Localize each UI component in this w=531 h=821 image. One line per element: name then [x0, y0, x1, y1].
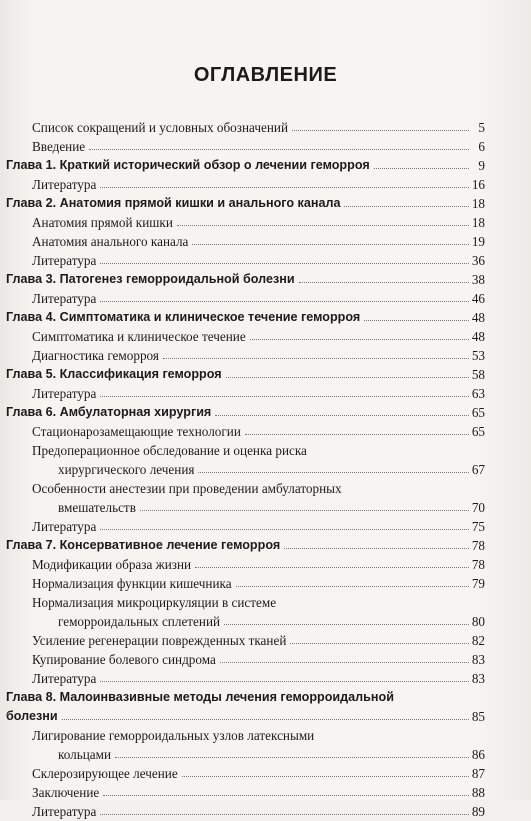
dot-leader [215, 414, 469, 416]
dot-leader [292, 129, 469, 131]
toc-entry-title: Литература [32, 519, 97, 534]
toc-entry [0, 327, 531, 346]
toc-entry-title: Глава 4. Симптоматика и клиническое течение геморроя [6, 310, 361, 324]
toc-chapter-entry [0, 688, 531, 726]
toc-entry-title: Лигирование геморроидальных узлов латексными [32, 728, 315, 743]
toc-chapter-entry [0, 156, 531, 175]
toc-page-number: 65 [471, 424, 485, 439]
toc-page-number: 85 [471, 709, 485, 724]
dot-leader [100, 395, 469, 397]
dot-leader [89, 148, 469, 150]
toc-page-number: 38 [471, 272, 485, 287]
dot-leader [245, 433, 469, 435]
toc-page-number: 36 [471, 253, 485, 268]
toc-page-number: 88 [471, 785, 485, 800]
toc-entry-title: Литература [32, 291, 97, 306]
toc-chapter-entry [0, 536, 531, 555]
toc-page-number: 83 [471, 671, 485, 686]
toc-entry-title: Литература [32, 253, 97, 268]
dot-leader [140, 509, 469, 511]
toc-entry [0, 232, 531, 251]
toc-entry-title: Предоперационное обследование и оценка риска [32, 443, 307, 458]
toc-page-number: 6 [478, 139, 485, 154]
toc-entry [0, 783, 531, 802]
dot-leader [62, 718, 469, 720]
toc-page-number: 48 [471, 329, 485, 344]
toc-entry [0, 802, 531, 821]
toc-entry-title: Склерозирующее лечение [32, 766, 178, 781]
toc-entry [0, 175, 531, 194]
dot-leader [100, 680, 469, 682]
toc-entry-title: Анатомия анального канала [32, 234, 189, 249]
toc-page-number: 79 [471, 576, 485, 591]
toc-entry-title: Купирование болевого синдрома [32, 652, 216, 667]
toc-entry [0, 137, 531, 156]
toc-entry-title: Стационарозамещающие технологии [32, 424, 241, 439]
dot-leader [236, 585, 469, 587]
toc-entry-title-continued: хирургического лечения [58, 462, 195, 477]
toc-page-number: 19 [471, 234, 485, 249]
toc-entry-title-continued: вмешательств [58, 500, 136, 515]
toc-entry-title: Глава 3. Патогенез геморроидальной болезни [6, 272, 295, 286]
toc-entry [0, 593, 531, 631]
dot-leader [364, 319, 469, 321]
toc-entry-title: Литература [32, 386, 97, 401]
toc-entry-title: Модификации образа жизни [32, 557, 192, 572]
dot-leader [195, 566, 469, 568]
toc-page-number: 53 [471, 348, 485, 363]
toc-entry [0, 422, 531, 441]
dot-leader [100, 813, 469, 815]
toc-entry-title: Заключение [32, 785, 100, 800]
dot-leader [100, 186, 469, 188]
dot-leader [344, 205, 469, 207]
toc-page-number: 78 [471, 538, 485, 553]
toc-entry [0, 764, 531, 783]
dot-leader [250, 338, 469, 340]
toc-page-number: 5 [478, 120, 485, 135]
dot-leader [299, 281, 469, 283]
dot-leader [284, 547, 469, 549]
toc-chapter-entry [0, 365, 531, 384]
toc-page-number: 16 [471, 177, 485, 192]
toc-entry-title: Введение [32, 139, 86, 154]
toc-entry [0, 669, 531, 688]
dot-leader [226, 376, 469, 378]
toc-page-number: 18 [471, 215, 485, 230]
toc-entry-title: Глава 6. Амбулаторная хирургия [6, 405, 212, 419]
toc-entry-title: Нормализация функции кишечника [32, 576, 232, 591]
toc-page-number: 9 [478, 158, 485, 173]
dot-leader [224, 623, 469, 625]
dot-leader [220, 661, 469, 663]
toc-entry-title-continued: кольцами [58, 747, 112, 762]
page-title: ОГЛАВЛЕНИЕ [193, 64, 338, 86]
toc-chapter-entry [0, 308, 531, 327]
dot-leader [115, 756, 469, 758]
toc-entry-title: Нормализация микроциркуляции в системе [32, 595, 277, 610]
toc-entry [0, 441, 531, 479]
table-of-contents [0, 118, 531, 821]
toc-page-number: 89 [471, 804, 485, 819]
toc-entry-title: Особенности анестезии при проведении амбулаторных [32, 481, 342, 496]
toc-entry [0, 346, 531, 365]
toc-entry [0, 574, 531, 593]
toc-entry-title: Глава 1. Краткий исторический обзор о лечении геморроя [6, 158, 370, 172]
dot-leader [192, 243, 469, 245]
toc-entry [0, 631, 531, 650]
toc-page-number: 80 [471, 614, 485, 629]
toc-entry [0, 384, 531, 403]
toc-page-number: 18 [471, 196, 485, 211]
toc-entry-title: Анатомия прямой кишки [32, 215, 173, 230]
toc-page-number: 70 [471, 500, 485, 515]
dot-leader [177, 224, 469, 226]
toc-page-number: 46 [471, 291, 485, 306]
toc-entry-title: Литература [32, 671, 97, 686]
dot-leader [198, 471, 469, 473]
dot-leader [290, 642, 469, 644]
toc-entry [0, 213, 531, 232]
toc-page-number: 58 [471, 367, 485, 382]
dot-leader [182, 775, 469, 777]
toc-entry [0, 517, 531, 536]
toc-page-number: 83 [471, 652, 485, 667]
dot-leader [103, 794, 469, 796]
dot-leader [100, 528, 469, 530]
toc-entry-title: Глава 7. Консервативное лечение геморроя [6, 538, 281, 552]
toc-entry [0, 650, 531, 669]
toc-entry [0, 479, 531, 517]
toc-entry-title-continued: болезни [6, 709, 58, 723]
dot-leader [163, 357, 469, 359]
toc-entry-title: Глава 2. Анатомия прямой кишки и анального канала [6, 196, 341, 210]
toc-page-number: 65 [471, 405, 485, 420]
toc-page-number: 48 [471, 310, 485, 325]
toc-entry [0, 726, 531, 764]
toc-entry-title: Диагностика геморроя [32, 348, 159, 363]
toc-entry [0, 289, 531, 308]
toc-page-number: 75 [471, 519, 485, 534]
toc-entry-title: Усиление регенерации поврежденных тканей [32, 633, 287, 648]
toc-page-number: 86 [471, 747, 485, 762]
toc-entry-title: Глава 8. Малоинвазивные методы лечения геморроидальной [6, 690, 394, 704]
toc-entry-title: Глава 5. Классификация геморроя [6, 367, 222, 381]
toc-page-number: 87 [471, 766, 485, 781]
toc-entry-title: Список сокращений и условных обозначений [32, 120, 288, 135]
toc-page-number: 78 [471, 557, 485, 572]
toc-page-number: 63 [471, 386, 485, 401]
dot-leader [100, 262, 469, 264]
dot-leader [100, 300, 469, 302]
toc-entry [0, 251, 531, 270]
toc-entry-title-continued: геморроидальных сплетений [58, 614, 221, 629]
toc-entry-title: Симптоматика и клиническое течение [32, 329, 246, 344]
toc-chapter-entry [0, 270, 531, 289]
toc-page-number: 67 [471, 462, 485, 477]
toc-chapter-entry [0, 403, 531, 422]
toc-entry [0, 118, 531, 137]
toc-entry-title: Литература [32, 177, 97, 192]
toc-entry [0, 555, 531, 574]
toc-entry-title: Литература [32, 804, 97, 819]
toc-chapter-entry [0, 194, 531, 213]
toc-page-number: 82 [471, 633, 485, 648]
